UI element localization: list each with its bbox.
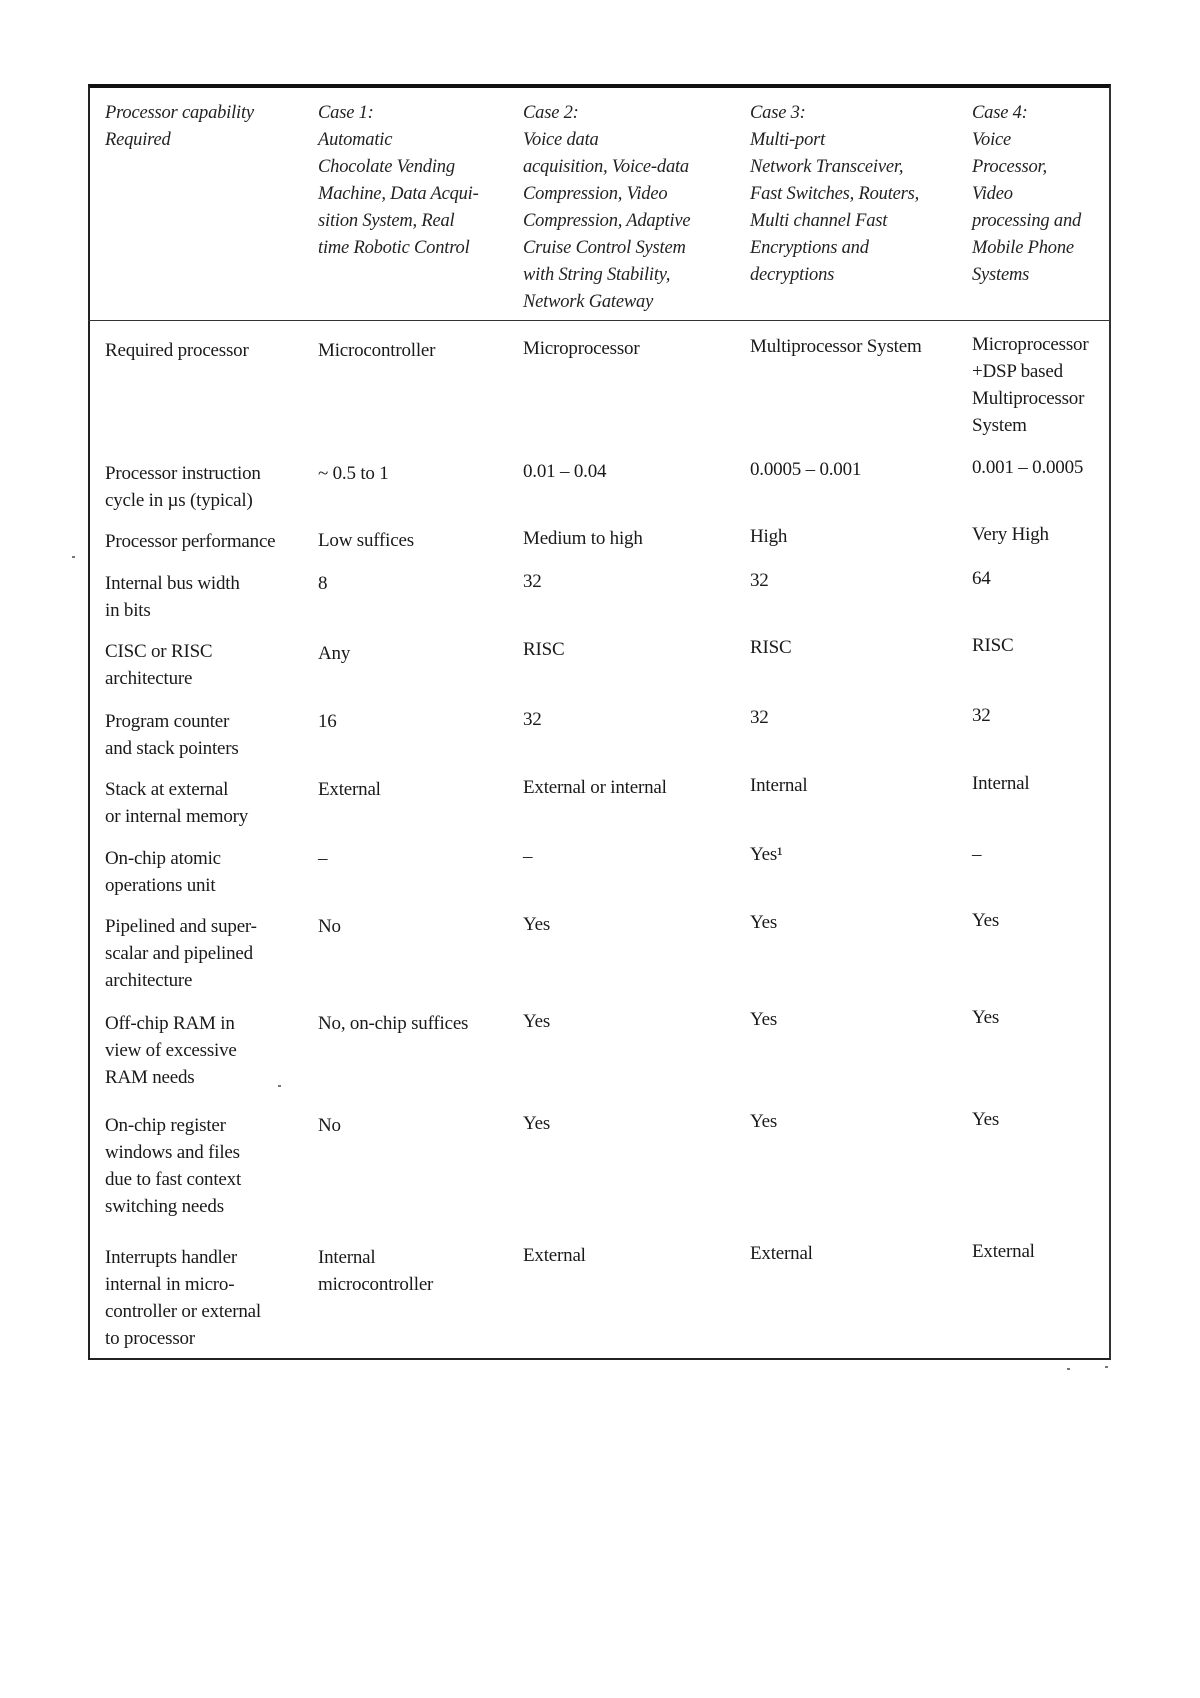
header-case-2: Case 2: Voice data acquisition, Voice-data Compression, Video Compression, Adaptive Cruise Control System with String Stability, Network Gateway [523,103,691,312]
row-label-program-counter: Program counter and stack pointers [105,711,239,759]
scan-speck [1105,1366,1108,1368]
table-cell: External or internal [523,777,667,798]
table-cell: Microprocessor +DSP based Multiprocessor System [972,334,1089,436]
table-cell: Very High [972,524,1049,545]
row-label-stack: Stack at external or internal memory [105,779,249,827]
row-label-off-chip-ram: Off-chip RAM in view of excessive RAM needs [105,1013,237,1088]
table-cell: Yes [750,912,778,933]
table-cell: Internal [750,775,808,796]
table-cell: 0.001 – 0.0005 [972,457,1084,478]
table-cell: RISC [523,639,565,660]
scan-speck [278,1085,281,1087]
table-cell: Low suffices [318,530,414,551]
scan-speck [1067,1368,1070,1370]
header-case-1: Case 1: Automatic Chocolate Vending Machine, Data Acqui- sition System, Real time Robotic Control [318,103,479,258]
table-cell: 32 [523,709,542,730]
table-cell: Internal [972,773,1030,794]
table-cell: High [750,526,788,547]
table-cell: – [523,846,533,867]
table-cell: RISC [750,637,792,658]
table-cell: External [750,1243,813,1264]
table-cell: 0.0005 – 0.001 [750,459,862,480]
scan-speck [72,556,75,558]
table-cell: Yes¹ [750,844,783,865]
table-cell: No [318,916,341,937]
header-divider [88,320,1111,321]
row-label-instruction-cycle: Processor instruction cycle in µs (typical) [105,463,261,511]
table-cell: Yes [750,1009,778,1030]
table-cell: Any [318,643,351,664]
table-cell: External [318,779,381,800]
table-cell: Yes [972,910,1000,931]
table-cell: RISC [972,635,1014,656]
table-cell: 0.01 – 0.04 [523,461,607,482]
table-cell: ~ 0.5 to 1 [318,463,389,484]
table-cell: Microcontroller [318,340,436,361]
table-cell: 32 [523,571,542,592]
table-cell: Medium to high [523,528,643,549]
table-cell: – [318,848,328,869]
row-label-pipelined: Pipelined and super- scalar and pipelined architecture [105,916,257,991]
header-case-3: Case 3: Multi-port Network Transceiver, Fast Switches, Routers, Multi channel Fast Encryptions and decryptions [750,103,920,285]
header-capability: Processor capability Required [105,103,254,150]
row-label-required-processor: Required processor [105,340,249,361]
table-cell: 8 [318,573,328,594]
table-cell: Yes [523,1113,551,1134]
table-cell: Microprocessor [523,338,640,359]
table-cell: Yes [523,1011,551,1032]
table-cell: Yes [972,1007,1000,1028]
table-cell: 64 [972,568,991,589]
table-cell: 16 [318,711,337,732]
row-label-register-windows: On-chip register windows and files due to fast context switching needs [105,1115,242,1217]
table-cell: Internal microcontroller [318,1247,434,1295]
table-cell: 32 [750,707,769,728]
table-cell: Yes [750,1111,778,1132]
table-cell: No [318,1115,341,1136]
table-cell: External [523,1245,586,1266]
row-label-atomic-ops: On-chip atomic operations unit [105,848,221,896]
table-cell: No, on-chip suffices [318,1013,469,1034]
table-cell: 32 [972,705,991,726]
row-label-interrupts-handler: Interrupts handler internal in micro- controller or external to processor [105,1247,261,1349]
table-cell: External [972,1241,1035,1262]
table-cell: Yes [972,1109,1000,1130]
table-cell: Multiprocessor System [750,336,922,357]
table-cell: – [972,844,982,865]
row-label-architecture: CISC or RISC architecture [105,641,213,689]
table-cell: 32 [750,570,769,591]
header-case-4: Case 4: Voice Processor, Video processing and Mobile Phone Systems [972,103,1082,285]
row-label-bus-width: Internal bus width in bits [105,573,240,621]
row-label-performance: Processor performance [105,531,276,552]
table-cell: Yes [523,914,551,935]
